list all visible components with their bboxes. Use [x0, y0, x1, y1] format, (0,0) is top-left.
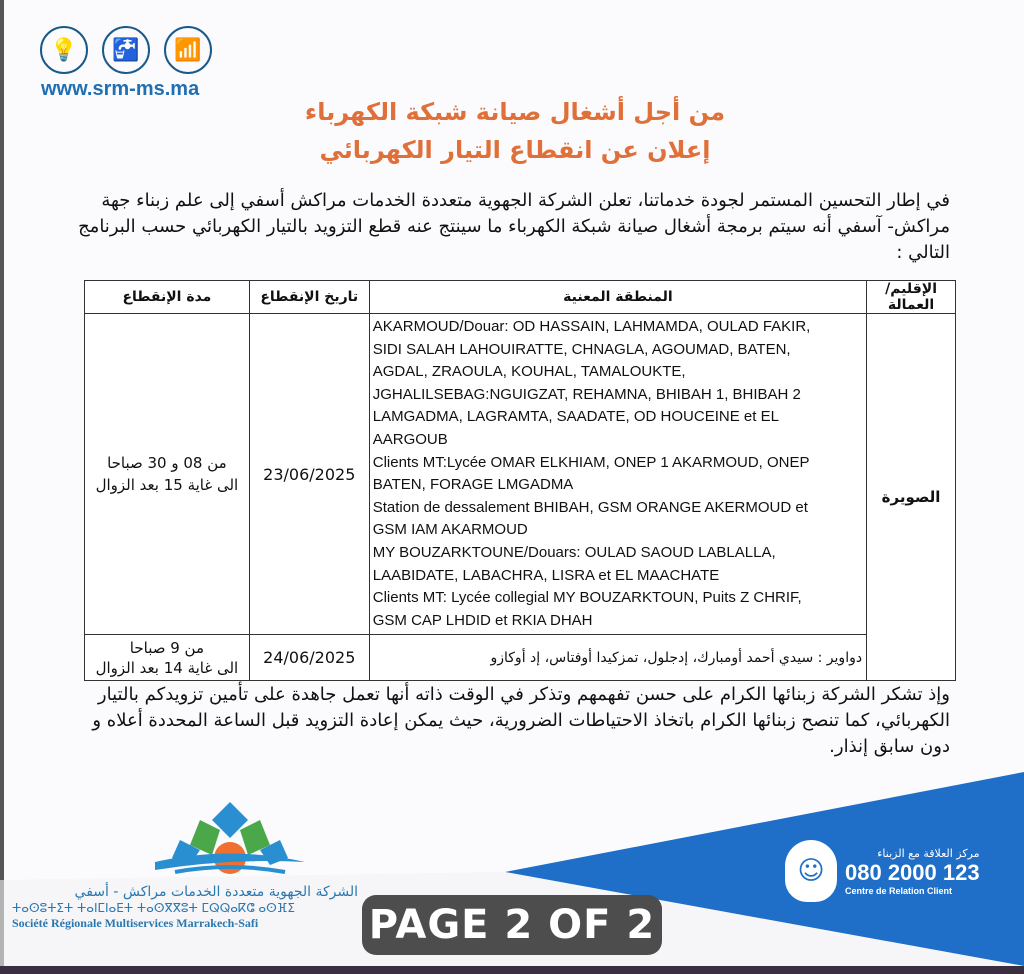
agent-mascot-icon: ☺ [785, 840, 837, 902]
closing-paragraph: وإذ تشكر الشركة زبنائها الكرام على حسن تفهمهم وتذكر في الوقت ذاته أنها تعمل جاهدة على تأمين تزويدكم بالتيار الكهربائي، كما تنصح زبنائها الكرام باتخاذ الاحتياطات الضرورية، حيث يمكن إعادة التزويد قبل الساعة المحددة أعلاه و دون سابق إنذار. [92, 684, 950, 757]
page-indicator: PAGE 2 OF 2 [362, 895, 662, 955]
region-line: GSM CAP LHDID et RKIA DHAH [372, 611, 593, 629]
date-cell: 23/06/2025 [249, 314, 369, 635]
title-line-1: من أجل أشغال صيانة شبكة الكهرباء [304, 98, 726, 126]
region-line: SIDI SALAH LAHOUIRATTE, CHNAGLA, AGOUMAD, BATEN, [372, 340, 791, 358]
region-line: GSM IAM AKARMOUD [372, 521, 528, 539]
region-cell: دواوير : سيدي أحمد أومبارك، إدجلول، تمزكيدا أوفتاس، إد أوكازو [369, 635, 866, 681]
region-line: Station de dessalement BHIBAH, GSM ORANGE AKERMOUD et [372, 498, 808, 516]
water-tap-icon: 🚰 [102, 26, 150, 74]
table-header-row [85, 281, 956, 314]
duration-cell [85, 314, 250, 635]
company-name-tifinagh: ⵜⴰⵙⵓⵜⵉⵜ ⵜⴰⵏⵎⵏⴰⴹⵜ ⵜⴰⵙⴳⴳⵓⵜ ⵎⵕⵕⴰⴽⵛ ⴰⵙⴼⵉ [12, 901, 295, 915]
duration-start: من 08 و 30 صباحا [107, 454, 227, 473]
company-name-french: Société Régionale Multiservices Marrakech-Safi [12, 916, 259, 930]
company-name [12, 884, 358, 931]
header-province: الإقليم/العمالة [867, 281, 956, 314]
phone-number: 080 2000 123 [845, 859, 980, 885]
website-link[interactable]: www.srm-ms.ma [41, 78, 200, 100]
company-name-arabic: الشركة الجهوية متعددة الخدمات مراكش - أسفي [74, 884, 358, 900]
region-line: BATEN, FORAGE LMGADMA [372, 476, 574, 494]
title-line-2: إعلان عن انقطاع التيار الكهربائي [319, 136, 711, 164]
header-region: المنطقة المعنية [369, 281, 866, 314]
region-line: LAABIDATE, LABACHRA, LISRA et EL MAACHATE [372, 566, 720, 584]
customer-center-label-fr: Centre de Relation Client [845, 885, 953, 896]
region-line: AARGOUB [372, 430, 448, 448]
table-row [85, 314, 956, 635]
header-duration: مدة الإنقطاع [85, 281, 250, 314]
intro-paragraph: في إطار التحسين المستمر لجودة خدماتنا، تعلن الشركة الجهوية متعددة الخدمات مراكش أسفي إلى علم زبناء جهة مراكش- آسفي أنه سيتم برمجة أشغال صيانة شبكة الكهرباء ما سينتج عنه قطع التزويد بالتيار الكهربائي حسب البرنامج التالي : [78, 190, 950, 263]
meter-wifi-icon: 📶 [164, 26, 212, 74]
region-line: MY BOUZARKTOUNE/Douars: OULAD SAOUD LABLALLA, [372, 543, 776, 561]
region-line: AKARMOUD/Douar: OD HASSAIN, LAHMAMDA, OULAD FAKIR, [372, 318, 811, 335]
lightbulb-icon: 💡 [40, 26, 88, 74]
outage-table [84, 280, 956, 681]
region-line: LAMGADMA, LAGRAMTA, SAADATE, OD HOUCEINE et EL [372, 408, 779, 426]
date-cell: 24/06/2025 [249, 635, 369, 681]
duration-end: الى غاية 15 بعد الزوال [95, 476, 239, 495]
table-row [85, 635, 956, 681]
header-date: تاريخ الإنقطاع [249, 281, 369, 314]
region-line: Clients MT:Lycée OMAR ELKHIAM, ONEP 1 AKARMOUD, ONEP [372, 453, 810, 471]
region-line: JGHALILSEBAG:NGUIGZAT, REHAMNA, BHIBAH 1, BHIBAH 2 [372, 385, 801, 403]
duration-cell [85, 635, 250, 681]
customer-center [785, 840, 980, 902]
region-cell [369, 314, 866, 635]
company-logo [150, 800, 310, 880]
customer-center-label-ar: مركز العلاقة مع الزبناء [877, 846, 980, 860]
region-line: AGDAL, ZRAOULA, KOUHAL, TAMALOUKTE, [372, 363, 686, 381]
region-line: Clients MT: Lycée collegial MY BOUZARKTOUN, Puits Z CHRIF, [372, 589, 802, 607]
duration-start: من 9 صباحا [129, 638, 205, 657]
service-icons [40, 26, 212, 74]
bottom-edge [0, 966, 1024, 974]
province-cell: الصويرة [867, 314, 956, 681]
duration-end: الى غاية 14 بعد الزوال [95, 658, 239, 677]
